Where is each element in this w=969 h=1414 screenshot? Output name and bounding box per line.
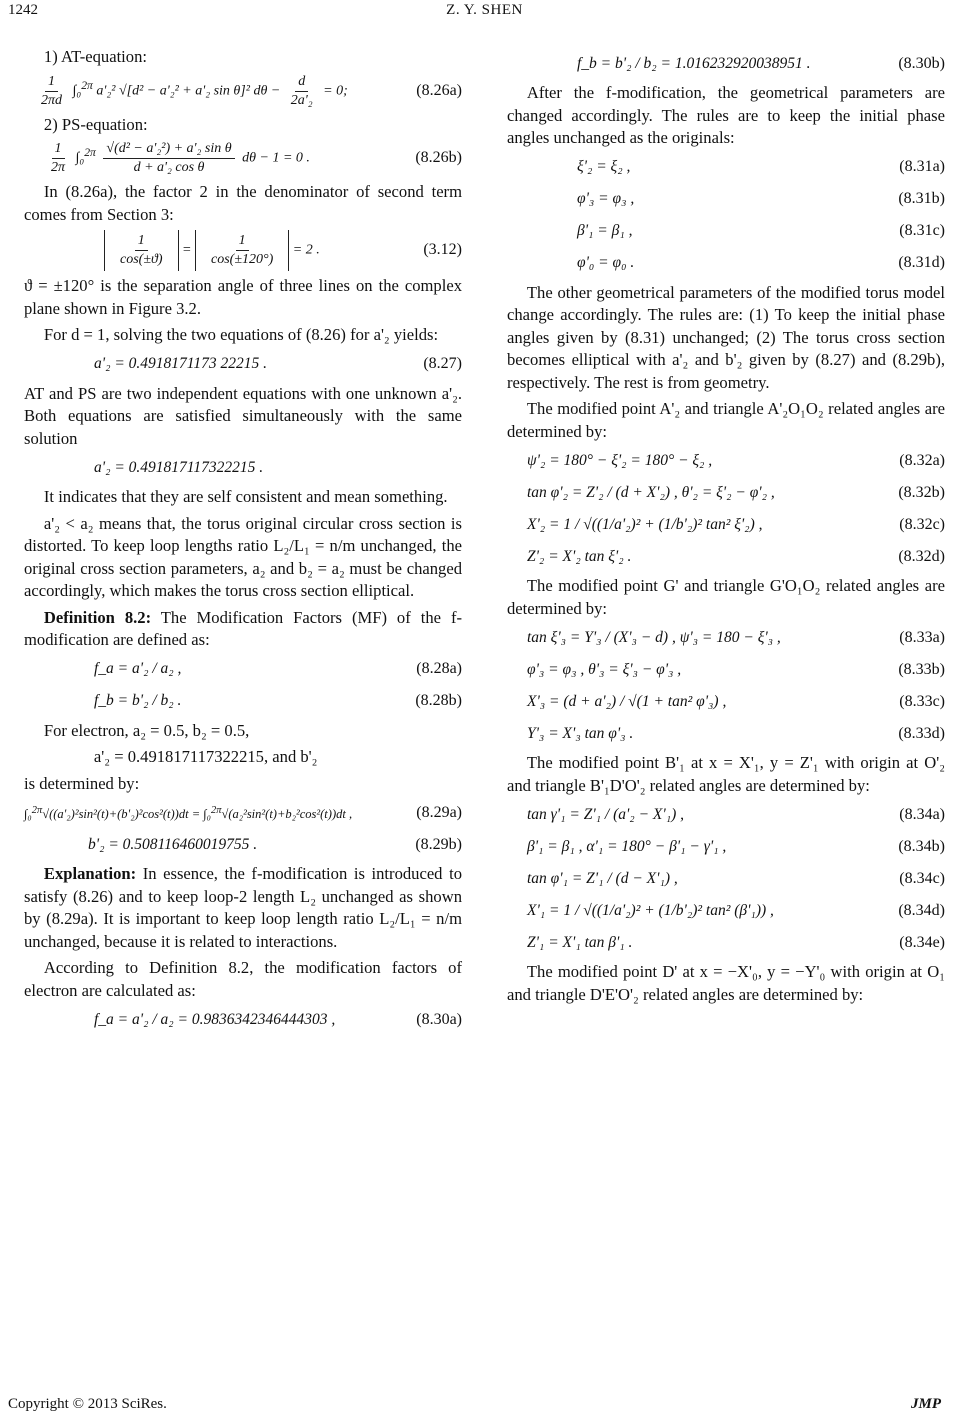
eq-number: (8.34d) bbox=[898, 901, 945, 919]
ps-equation-label: 2) PS-equation: bbox=[43, 114, 148, 134]
eq-number: (8.32c) bbox=[899, 515, 945, 533]
equation-8-28a: f_a = a'₂ / a₂ , (8.28a) bbox=[24, 656, 462, 684]
eq-number: (8.33a) bbox=[899, 628, 945, 646]
definition-8-2: Definition 8.2: The Modification Factors (MF) of the f-modification are defined as: bbox=[24, 607, 462, 649]
eq-number: (8.31c) bbox=[899, 222, 945, 240]
eq-number: (8.32a) bbox=[899, 451, 945, 469]
equation-8-26b: $\frac{1}{2\pi}$ ∫₀$^{2\pi}$ $\frac{\text{√(d² − a'₂²) + a'₂ sin θ}}{\text{d + a'₂ cos θ}}$ dθ − 1 = 0 . (8.26b) bbox=[51, 141, 462, 175]
paragraph: The modified point B'₁ at x = X'₁, y = Z'₁ with origin at O'₂ and triangle B'₁D'O'₂ related angles are determined by: bbox=[507, 753, 945, 795]
equation-8-30b: f_b = b'₂ / b₂ = 1.016232920038951 . (8.30b) bbox=[507, 50, 945, 78]
eq-number: (3.12) bbox=[423, 241, 462, 259]
equation-8-33a: tan ξ'₃ = Y'₃ / (X'₃ − d) , ψ'₃ = 180 − ξ'₃ , (8.33a) bbox=[507, 624, 945, 652]
eq-number: (8.34a) bbox=[899, 805, 945, 823]
eq-number: (8.27) bbox=[423, 355, 462, 373]
paragraph: The modified point A'₂ and triangle A'₂O₁O₂ related angles are determined by: bbox=[507, 399, 945, 441]
equation-8-33d: Y'₃ = X'₃ tan φ'₃ . (8.33d) bbox=[507, 720, 945, 748]
equation-8-30a: f_a = a'₂ / a₂ = 0.9836342346444303 , (8.30a) bbox=[24, 1006, 462, 1034]
eq-number: (8.34c) bbox=[899, 869, 945, 887]
eq-number: (8.31a) bbox=[899, 158, 945, 176]
equation-8-34b: β'₁ = β₁ , α'₁ = 180° − β'₁ − γ'₁ , (8.34b) bbox=[507, 833, 945, 861]
page-number: 1242 bbox=[8, 2, 38, 18]
eq-number: (8.33b) bbox=[898, 660, 945, 678]
equation-8-32c: X'₂ = 1 / √((1/a'₂)² + (1/b'₂)² tan² ξ'₂) , (8.32c) bbox=[507, 511, 945, 539]
paragraph: The other geometrical parameters of the modified torus model change accordingly. The rules are: (1) To keep the initial phase angles given by (8.31) unchanged; (2) The torus cross section becomes elliptical with a'₂ and b'₂ given by (8.27) and (8.29b), respectively. The rest is from geometry. bbox=[507, 282, 945, 392]
eq-number: (8.31b) bbox=[898, 190, 945, 208]
equation-8-34d: X'₁ = 1 / √((1/a'₂)² + (1/b'₂)² tan² (β'₁)) , (8.34d) bbox=[507, 897, 945, 925]
paragraph: ϑ = ±120° is the separation angle of three lines on the complex plane shown in Figure 3.2. bbox=[24, 276, 462, 318]
eq-number: (8.28b) bbox=[415, 692, 462, 710]
eq-number: (8.33d) bbox=[898, 724, 945, 742]
paragraph: In (8.26a), the factor 2 in the denominator of second term comes from Section 3: bbox=[24, 182, 462, 224]
paragraph: According to Definition 8.2, the modification factors of electron are calculated as: bbox=[24, 958, 462, 1000]
paragraph: For electron, a₂ = 0.5, b₂ = 0.5, bbox=[43, 720, 250, 740]
equation-8-31c: β'₁ = β₁ , (8.31c) bbox=[507, 218, 945, 246]
equation-8-34c: tan φ'₁ = Z'₁ / (d − X'₁) , (8.34c) bbox=[507, 865, 945, 893]
equation-8-34a: tan γ'₁ = Z'₁ / (a'₂ − X'₁) , (8.34a) bbox=[507, 801, 945, 829]
paragraph: a'₂ = 0.491817117322215, and b'₂ bbox=[93, 747, 318, 766]
eq-number: (8.29b) bbox=[415, 835, 462, 853]
paragraph: AT and PS are two independent equations with one unknown a'₂. Both equations are satisfied simultaneously with the same solution bbox=[24, 383, 462, 448]
page-header bbox=[0, 0, 969, 24]
equation-8-32b: tan φ'₂ = Z'₂ / (d + X'₂) , θ'₂ = ξ'₂ − φ'₂ , (8.32b) bbox=[507, 479, 945, 507]
paragraph: The modified point D' at x = −X'₀, y = −Y'₀ with origin at O₁ and triangle D'E'O'₂ related angles are determined by: bbox=[507, 962, 945, 1004]
eq-number: (8.29a) bbox=[416, 803, 462, 821]
eq-number: (8.34b) bbox=[898, 837, 945, 855]
eq-number: (8.26a) bbox=[416, 81, 462, 99]
at-equation-label: 1) AT-equation: bbox=[43, 47, 147, 66]
equation-8-27: a'₂ = 0.4918171173 22215 . (8.27) bbox=[24, 351, 462, 379]
paragraph: is determined by: bbox=[24, 773, 140, 793]
equation-8-32d: Z'₂ = X'₂ tan ξ'₂ . (8.32d) bbox=[507, 543, 945, 571]
left-column bbox=[24, 46, 462, 1038]
equation-3-12: $\frac{1}{\cos(\pm ϑ)}$ = $\frac{1}{\cos(\pm 120^\circ)}$ = 2 . (3.12) bbox=[24, 230, 462, 271]
explanation: Explanation: In essence, the f-modification is introduced to satisfy (8.26) and to keep loop-2 length L₂ unchanged as shown by (8.29a). It is important to keep loop length ratio L₂/L₁ = n/m unchanged, because it is related to interactions. bbox=[24, 864, 462, 951]
equation-8-28b: f_b = b'₂ / b₂ . (8.28b) bbox=[24, 688, 462, 716]
eq-number: (8.33c) bbox=[899, 692, 945, 710]
eq-number: (8.32b) bbox=[898, 483, 945, 501]
eq-number: (8.32d) bbox=[898, 547, 945, 565]
eq-number: (8.28a) bbox=[416, 660, 462, 678]
equation-8-33b: φ'₃ = φ₃ , θ'₃ = ξ'₃ − φ'₃ , (8.33b) bbox=[507, 656, 945, 684]
equation-8-31b: φ'₃ = φ₃ , (8.31b) bbox=[507, 186, 945, 214]
equation-8-33c: X'₃ = (d + a'₂) / √(1 + tan² φ'₃) , (8.33c) bbox=[507, 688, 945, 716]
paragraph: It indicates that they are self consistent and mean something. bbox=[43, 487, 448, 506]
paragraph: For d = 1, solving the two equations of (8.26) for a'₂ yields: bbox=[43, 325, 439, 344]
eq-number: (8.30a) bbox=[416, 1010, 462, 1028]
copyright: Copyright © 2013 SciRes. bbox=[8, 1396, 167, 1412]
journal-name: JMP bbox=[911, 1396, 941, 1412]
eq-number: (8.31d) bbox=[898, 254, 945, 272]
right-column bbox=[507, 46, 945, 1010]
equation-8-31a: ξ'₂ = ξ₂ , (8.31a) bbox=[507, 154, 945, 182]
equation-8-26a: $\frac{1}{2\pi d}$ ∫₀$^{2\pi}$ a'₂² √[d² − a'₂² + a'₂ sin θ]² dθ − $\frac{d}{\text{2a'₂}}$ = 0; (8.26a) bbox=[41, 73, 462, 108]
paragraph: a'₂ < a₂ means that, the torus original circular cross section is distorted. To keep loop lengths ratio L₂/L₁ = n/m unchanged, the original cross section parameters, a₂ and b₂ = a₂ must be changed accordingly, which makes the torus cross section elliptical. bbox=[24, 513, 462, 600]
equation-8-32a: ψ'₂ = 180° − ξ'₂ = 180° − ξ₂ , (8.32a) bbox=[507, 447, 945, 475]
equation-8-34e: Z'₁ = X'₁ tan β'₁ . (8.34e) bbox=[507, 929, 945, 957]
equation-8-29a: ∫₀$^{2\pi}$√((a'₂)²sin²(t)+(b'₂)²cos²(t))dt = ∫₀$^{2\pi}$√(a₂²sin²(t)+b₂²cos²(t))dt , (8.29a) bbox=[24, 799, 462, 827]
running-author: Z. Y. SHEN bbox=[446, 2, 523, 18]
paragraph: After the f-modification, the geometrical parameters are changed accordingly. The rules are to keep the initial phase angles unchanged as the originals: bbox=[507, 83, 945, 147]
equation-8-29b: b'₂ = 0.508116460019755 . (8.29b) bbox=[24, 831, 462, 859]
equation-solution: a'₂ = 0.491817117322215 . bbox=[94, 458, 264, 476]
eq-number: (8.26b) bbox=[415, 149, 462, 167]
eq-number: (8.34e) bbox=[899, 933, 945, 951]
eq-number: (8.30b) bbox=[898, 54, 945, 72]
equation-8-31d: φ'₀ = φ₀ . (8.31d) bbox=[507, 250, 945, 278]
paragraph: The modified point G' and triangle G'O₁O₂ related angles are determined by: bbox=[507, 576, 945, 618]
